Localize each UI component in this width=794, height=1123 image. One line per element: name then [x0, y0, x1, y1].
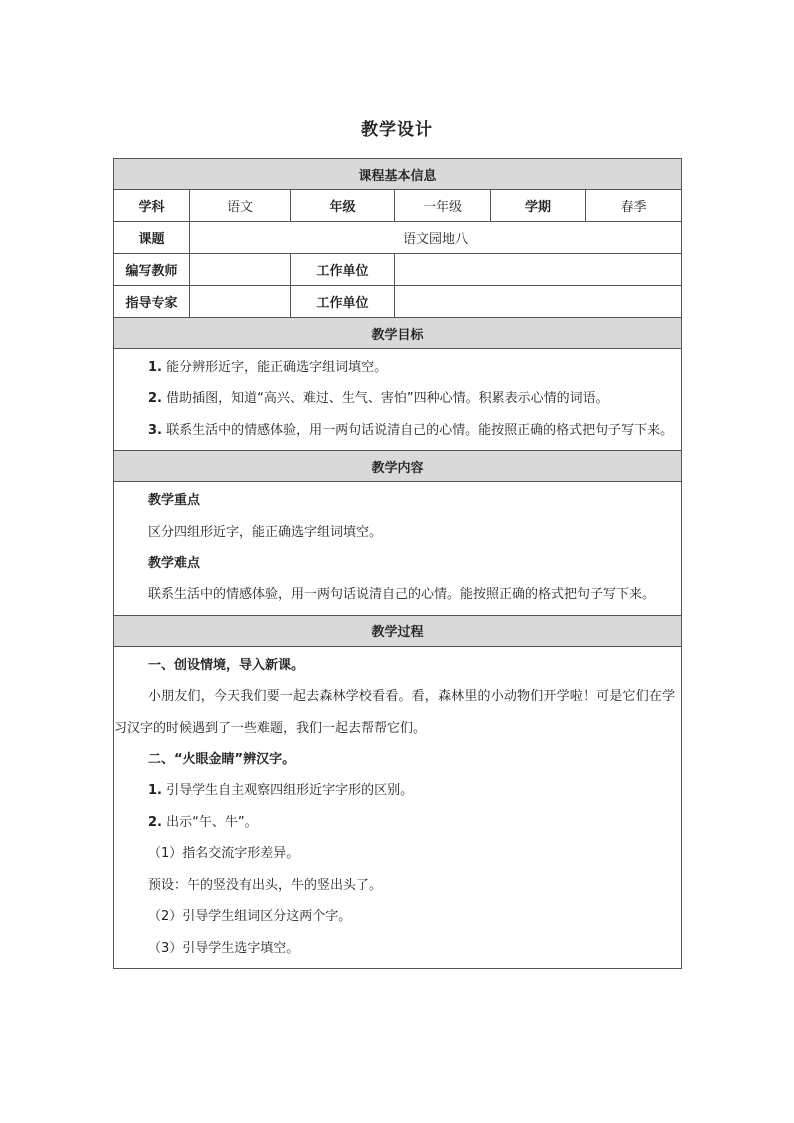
advisor-value: [190, 286, 291, 318]
term-value: 春季: [586, 190, 682, 222]
author-unit-label: 工作单位: [291, 254, 395, 286]
step-number: 2.: [148, 814, 162, 830]
process-row: [114, 646, 682, 968]
substep-number: （3）: [148, 940, 183, 956]
process-preset: 预设：午的竖没有出头，牛的竖出头了。: [148, 877, 383, 893]
basic-info-header: 课程基本信息: [114, 159, 682, 190]
process-cell: [114, 646, 682, 968]
grade-value: 一年级: [395, 190, 491, 222]
content-cell: [114, 482, 682, 616]
step-text: 引导学生自主观察四组形近字字形的区别。: [161, 783, 414, 799]
advisor-unit-value: [395, 286, 682, 318]
topic-row: [114, 222, 682, 254]
advisor-label: 指导专家: [114, 286, 190, 318]
process-header-row: [114, 615, 682, 646]
advisor-unit-label: 工作单位: [291, 286, 395, 318]
process-step: [114, 807, 681, 838]
substep-number: （1）: [148, 846, 183, 862]
objectives-header: 教学目标: [114, 318, 682, 349]
substep-text: 指名交流字形差异。: [182, 846, 300, 862]
subject-grade-term-row: [114, 190, 682, 222]
author-unit-value: [395, 254, 682, 286]
topic-label: 课题: [114, 222, 190, 254]
objectives-header-row: [114, 318, 682, 349]
process-step: [114, 775, 681, 806]
substep-number: （2）: [148, 909, 183, 925]
term-label: 学期: [491, 190, 586, 222]
key-point-text: 区分四组形近字，能正确选字组词填空。: [148, 524, 383, 540]
basic-info-header-row: [114, 159, 682, 190]
subject-label: 学科: [114, 190, 190, 222]
author-label: 编写教师: [114, 254, 190, 286]
process-paragraph: 小朋友们，今天我们要一起去森林学校看看。看，森林里的小动物们开学啦！可是它们在学习汉字的时候遇到了一些难题，我们一起去帮帮它们。: [114, 689, 676, 736]
objective-number: 3.: [148, 422, 162, 438]
content-header-row: [114, 451, 682, 482]
lesson-plan-table: [113, 158, 682, 969]
advisor-row: [114, 286, 682, 318]
difficulty-label: 教学难点: [148, 556, 201, 572]
substep-text: 引导学生组词区分这两个字。: [182, 909, 352, 925]
objectives-cell: [114, 349, 682, 451]
objective-number: 1.: [148, 360, 162, 375]
objective-text: 联系生活中的情感体验，用一两句话说清自己的心情。能按照正确的格式把句子写下来。: [161, 422, 674, 438]
subject-value: 语文: [190, 190, 291, 222]
objective-text: 借助插图，知道“高兴、难过、生气、害怕”四种心情。积累表示心情的词语。: [161, 391, 609, 407]
process-section-title: 二、“火眼金睛”辨汉字。: [148, 752, 296, 768]
process-header: 教学过程: [114, 615, 682, 646]
author-value: [190, 254, 291, 286]
process-substep: [114, 933, 681, 964]
difficulty-text: 联系生活中的情感体验，用一两句话说清自己的心情。能按照正确的格式把句子写下来。: [148, 587, 656, 603]
objective-item: [114, 383, 681, 414]
grade-label: 年级: [291, 190, 395, 222]
topic-value: 语文园地八: [190, 222, 682, 254]
objective-number: 2.: [148, 391, 162, 407]
objective-item: [114, 352, 681, 383]
step-text: 出示“午、牛”。: [161, 814, 258, 830]
objective-text: 能分辨形近字，能正确选字组词填空。: [161, 360, 388, 375]
author-row: [114, 254, 682, 286]
content-row: [114, 482, 682, 616]
process-substep: [114, 838, 681, 869]
document-title: 教学设计: [361, 120, 433, 140]
key-point-label: 教学重点: [148, 493, 201, 509]
objective-item: [114, 415, 681, 446]
objectives-row: [114, 349, 682, 451]
content-header: 教学内容: [114, 451, 682, 482]
substep-text: 引导学生选字填空。: [182, 940, 300, 956]
process-section-title: 一、创设情境，导入新课。: [148, 657, 305, 673]
step-number: 1.: [148, 783, 162, 799]
process-substep: [114, 901, 681, 932]
